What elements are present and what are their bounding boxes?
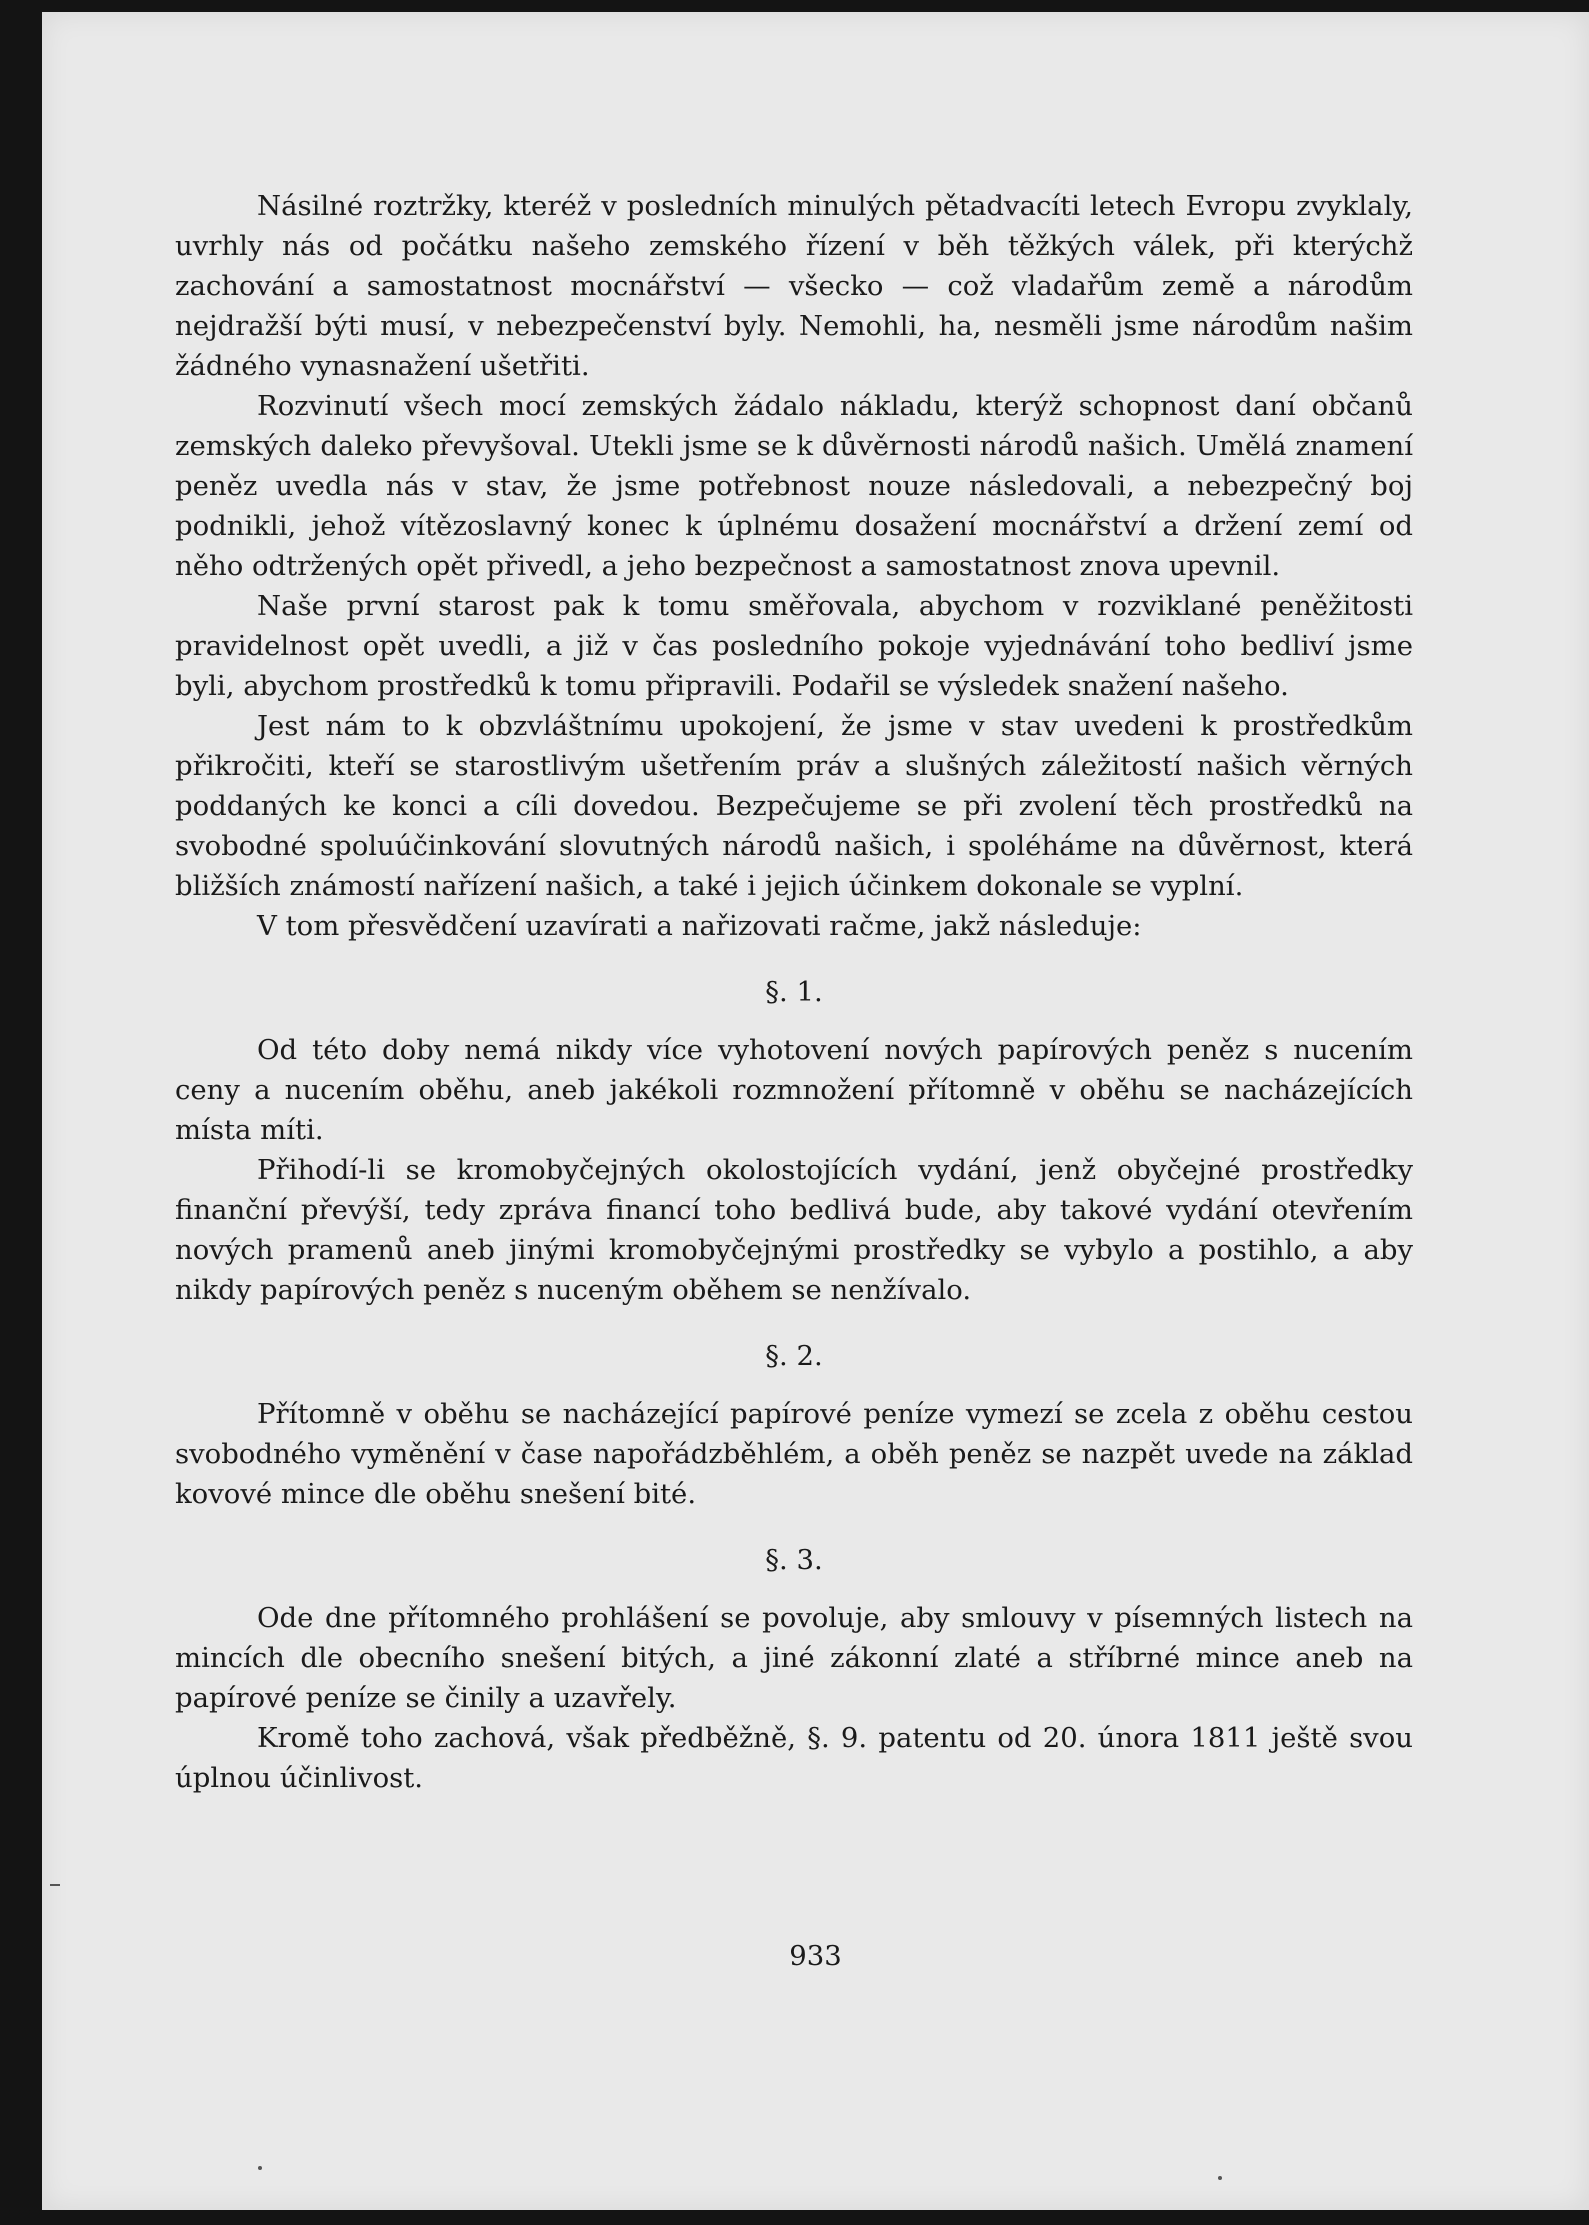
scan-mark [50,1884,60,1886]
paragraph: Ode dne přítomného prohlášení se povoluje, aby smlouvy v písemných listech na mincích dle obecního snešení bitých, a jiné zákonní zlaté a stříbrné mince aneb na papírové peníze se činily a uzavřely. [175,1602,1413,1714]
paragraph: Naše první starost pak k tomu směřovala, abychom v rozviklané peněžitosti pravidelnost opět uvedli, a již v čas posledního pokoje vyjednávání toho bedliví jsme byli, abychom prostředků k tomu připravili. Podařil se výsledek snažení našeho. [175,590,1413,702]
paragraph: Násilné roztržky, kteréž v posledních minulých pětadvacíti letech Evropu zvyklaly, uvrhly nás od počátku našeho zemského řízení v běh těžkých válek, při kterýchž zachování a samostatnost mocnářství — všecko — což vladařům země a národům nejdražší býti musí, v nebezpečenství byly. Nemohli, ha, nesměli jsme národům našim žádného vynasnažení ušetřiti. [175,190,1413,382]
section-heading: §. 1. [765,976,823,1008]
paragraph: V tom přesvědčení uzavírati a nařizovati račme, jakž následuje: [257,910,1142,942]
paragraph: Přihodí-li se kromobyčejných okolostojících vydání, jenž obyčejné prostředky finanční převýší, tedy zpráva financí toho bedlivá bude, aby takové vydání otevřením nových pramenů aneb jinými kromobyčejnými prostředky se vybylo a postihlo, a aby nikdy papírových peněz s nuceným oběhem se nenžívalo. [175,1154,1413,1306]
scan-mark [1218,2176,1222,2180]
paragraph: Jest nám to k obzvláštnímu upokojení, že jsme v stav uvedeni k prostředkům přikročiti, kteří se starostlivým ušetřením práv a slušných záležitostí našich věrných poddaných ke konci a cíli dovedou. Bezpečujeme se při zvolení těch prostředků na svobodné spoluúčinkování slovutných národů našich, i spoléháme na důvěrnost, která bližších známostí nařízení našich, a také i jejich účinkem dokonale se vyplní. [175,710,1413,902]
section-heading: §. 2. [765,1340,823,1372]
paragraph: Kromě toho zachová, však předběžně, §. 9. patentu od 20. února 1811 ještě svou úplnou účinlivost. [175,1722,1413,1794]
page-number: 933 [789,1940,842,1972]
section-heading: §. 3. [765,1544,823,1576]
scan-mark [258,2166,262,2170]
document-page [42,12,1589,2210]
paragraph: Přítomně v oběhu se nacházející papírové peníze vymezí se zcela z oběhu cestou svobodného vyměnění v čase napořádzběhlém, a oběh peněz se nazpět uvede na základ kovové mince dle oběhu snešení bité. [175,1398,1413,1510]
paragraph: Od této doby nemá nikdy více vyhotovení nových papírových peněz s nucením ceny a nucením oběhu, aneb jakékoli rozmnožení přítomně v oběhu se nacházejících místa míti. [175,1034,1413,1146]
paragraph: Rozvinutí všech mocí zemských žádalo nákladu, kterýž schopnost daní občanů zemských daleko převyšoval. Utekli jsme se k důvěrnosti národů našich. Umělá znamení peněz uvedla nás v stav, že jsme potřebnost nouze následovali, a nebezpečný boj podnikli, jehož vítězoslavný konec k úplnému dosažení mocnářství a držení zemí od něho odtržených opět přivedl, a jeho bezpečnost a samostatnost znova upevnil. [175,390,1413,582]
document-body [175,186,1413,1798]
